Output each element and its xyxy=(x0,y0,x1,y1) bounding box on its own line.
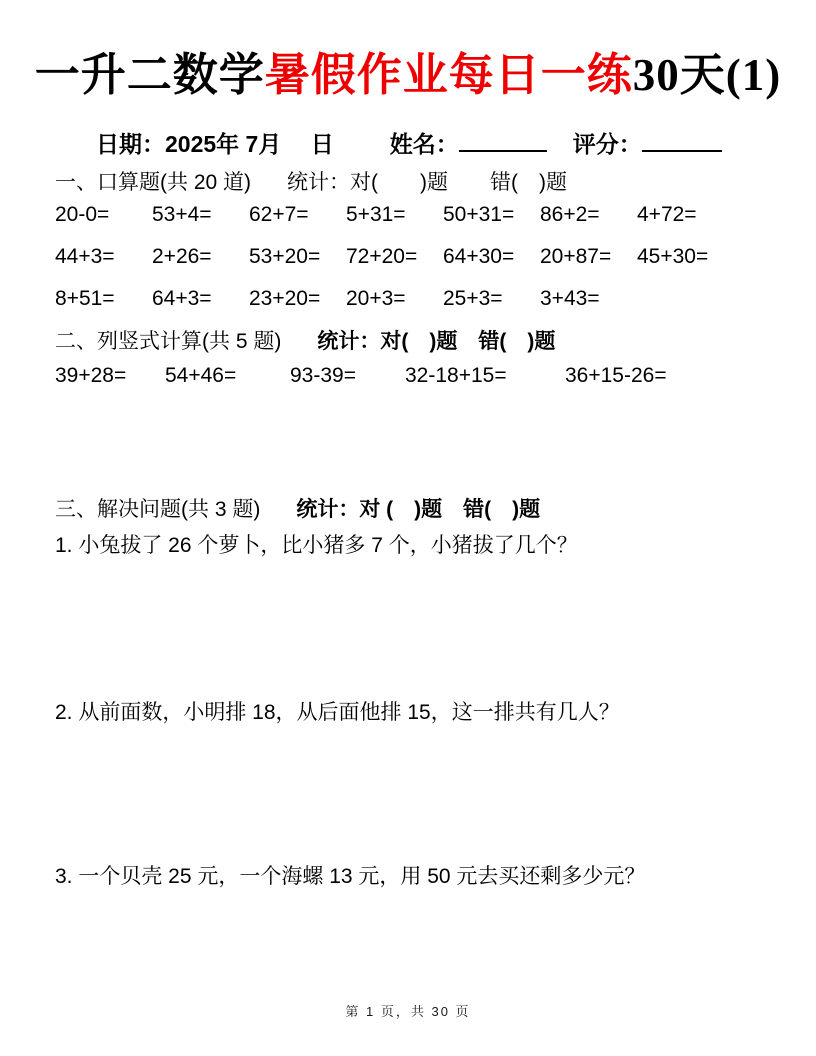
section-vertical-stats: 统计：对( )题 错( )题 xyxy=(317,330,556,353)
oral-problem: 5+31= xyxy=(346,203,406,226)
section-oral-header xyxy=(55,166,567,196)
oral-problem: 64+30= xyxy=(443,245,515,268)
oral-problem: 50+31= xyxy=(443,203,515,226)
page-title xyxy=(0,38,816,103)
oral-problem: 62+7= xyxy=(249,203,309,226)
word-problem-2: 2. 从前面数，小明排 18，从后面他排 15，这一排共有几人？ xyxy=(55,701,620,724)
oral-problem: 4+72= xyxy=(637,203,697,226)
oral-problem: 3+43= xyxy=(540,287,600,310)
title-part-days: 30天(1) xyxy=(632,50,782,100)
vertical-problem: 93-39= xyxy=(290,364,356,387)
word-problem-3: 3. 一个贝壳 25 元，一个海螺 13 元，用 50 元去买还剩多少元？ xyxy=(55,865,646,888)
name-label: 姓名： xyxy=(389,131,459,157)
word-problem-1: 1. 小兔拔了 26 个萝卜，比小猪多 7 个，小猪拔了几个？ xyxy=(55,534,578,557)
vertical-problems-row xyxy=(55,364,667,388)
meta-row xyxy=(96,126,776,159)
section-vertical-header xyxy=(55,325,555,355)
page-number: 第 1 页，共 30 页 xyxy=(345,1004,471,1019)
oral-problem: 72+20= xyxy=(346,245,418,268)
vertical-problem: 39+28= xyxy=(55,364,127,387)
section-word-heading: 三、解决问题(共 3 题) xyxy=(55,498,261,521)
title-part-highlight: 暑假作业每日一练 xyxy=(264,50,633,100)
vertical-problem: 36+15-26= xyxy=(565,364,667,387)
title-part-grade: 一升二数学 xyxy=(34,50,265,100)
oral-problem: 53+20= xyxy=(249,245,321,268)
oral-problem: 44+3= xyxy=(55,245,115,268)
oral-problem: 25+3= xyxy=(443,287,503,310)
vertical-problem: 54+46= xyxy=(165,364,237,387)
oral-problems-row-3 xyxy=(55,287,734,311)
oral-problem: 23+20= xyxy=(249,287,321,310)
oral-problems-row-2 xyxy=(55,245,734,269)
page-footer xyxy=(0,1001,816,1020)
oral-problem: 20-0= xyxy=(55,203,110,226)
section-oral-stats: 统计：对( )题 错( )题 xyxy=(287,171,567,194)
vertical-problem: 32-18+15= xyxy=(405,364,507,387)
oral-problem: 2+26= xyxy=(152,245,212,268)
section-oral-heading: 一、口算题(共 20 道) xyxy=(55,171,252,194)
name-blank-line xyxy=(459,127,547,152)
oral-problem: 8+51= xyxy=(55,287,115,310)
oral-problem: 20+3= xyxy=(346,287,406,310)
section-vertical-heading: 二、列竖式计算(共 5 题) xyxy=(55,330,282,353)
section-word-header xyxy=(55,493,540,523)
oral-problem: 53+4= xyxy=(152,203,212,226)
oral-problems-row-1 xyxy=(55,203,734,227)
score-blank-line xyxy=(642,127,722,152)
date-label: 日期：2025年 7月 日 xyxy=(96,131,334,157)
score-label: 评分： xyxy=(572,131,642,157)
oral-problem: 20+87= xyxy=(540,245,612,268)
section-word-stats: 统计：对 ( )题 错( )题 xyxy=(296,498,541,521)
oral-problem: 45+30= xyxy=(637,245,709,268)
oral-problem: 64+3= xyxy=(152,287,212,310)
oral-problem: 86+2= xyxy=(540,203,600,226)
